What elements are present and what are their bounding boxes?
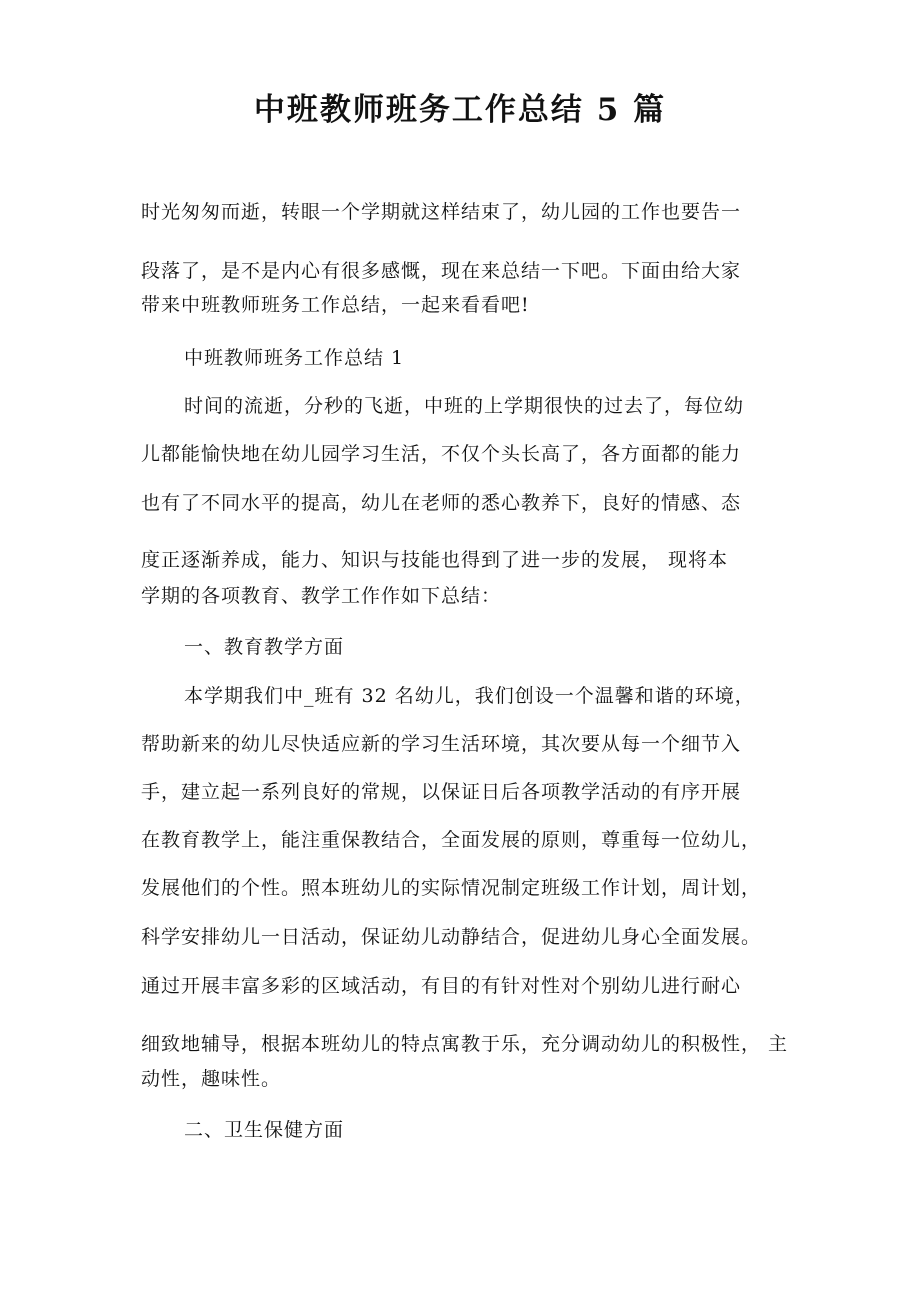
paragraph-line: 儿都能愉快地在幼儿园学习生活，不仅个头长高了，各方面都的能力 [141, 443, 742, 465]
section-heading-health: 二、卫生保健方面 [184, 1119, 345, 1141]
intro-line-1: 时光匆匆而逝，转眼一个学期就这样结束了，幼儿园的工作也要告一 [141, 201, 742, 223]
section-heading-education: 一、教育教学方面 [184, 636, 345, 658]
paragraph-line: 也有了不同水平的提高，幼儿在老师的悉心教养下，良好的情感、态 [141, 492, 742, 514]
paragraph-line: 时间的流逝，分秒的飞逝，中班的上学期很快的过去了，每位幼 [184, 395, 745, 417]
paragraph-line: 动性，趣味性。 [141, 1068, 282, 1090]
document-title: 中班教师班务工作总结 5 篇 [253, 92, 667, 128]
paragraph-line: 科学安排幼儿一日活动，保证幼儿动静结合，促进幼儿身心全面发展。 [141, 926, 762, 948]
paragraph-line: 度正逐渐养成，能力、知识与技能也得到了进一步的发展， 现将本 [141, 549, 729, 571]
paragraph-line: 在教育教学上，能注重保教结合，全面发展的原则，尊重每一位幼儿， [141, 829, 762, 851]
paragraph-line: 手，建立起一系列良好的常规，以保证日后各项教学活动的有序开展 [141, 781, 742, 803]
paragraph-line: 发展他们的个性。照本班幼儿的实际情况制定班级工作计划，周计划， [141, 877, 762, 899]
paragraph-line: 学期的各项教育、教学工作作如下总结： [141, 585, 502, 607]
paragraph-line: 本学期我们中_班有 32 名幼儿，我们创设一个温馨和谐的环境， [184, 685, 755, 707]
section-heading-summary-1: 中班教师班务工作总结 1 [184, 347, 405, 369]
intro-line-2: 段落了，是不是内心有很多感慨，现在来总结一下吧。下面由给大家 [141, 260, 742, 282]
paragraph-line: 通过开展丰富多彩的区域活动，有目的有针对性对个别幼儿进行耐心 [141, 975, 742, 997]
paragraph-line: 细致地辅导，根据本班幼儿的特点寓教于乐，充分调动幼儿的积极性， 主 [141, 1033, 789, 1055]
intro-line-3: 带来中班教师班务工作总结，一起来看看吧! [141, 294, 530, 316]
paragraph-line: 帮助新来的幼儿尽快适应新的学习生活环境，其次要从每一个细节入 [141, 733, 742, 755]
